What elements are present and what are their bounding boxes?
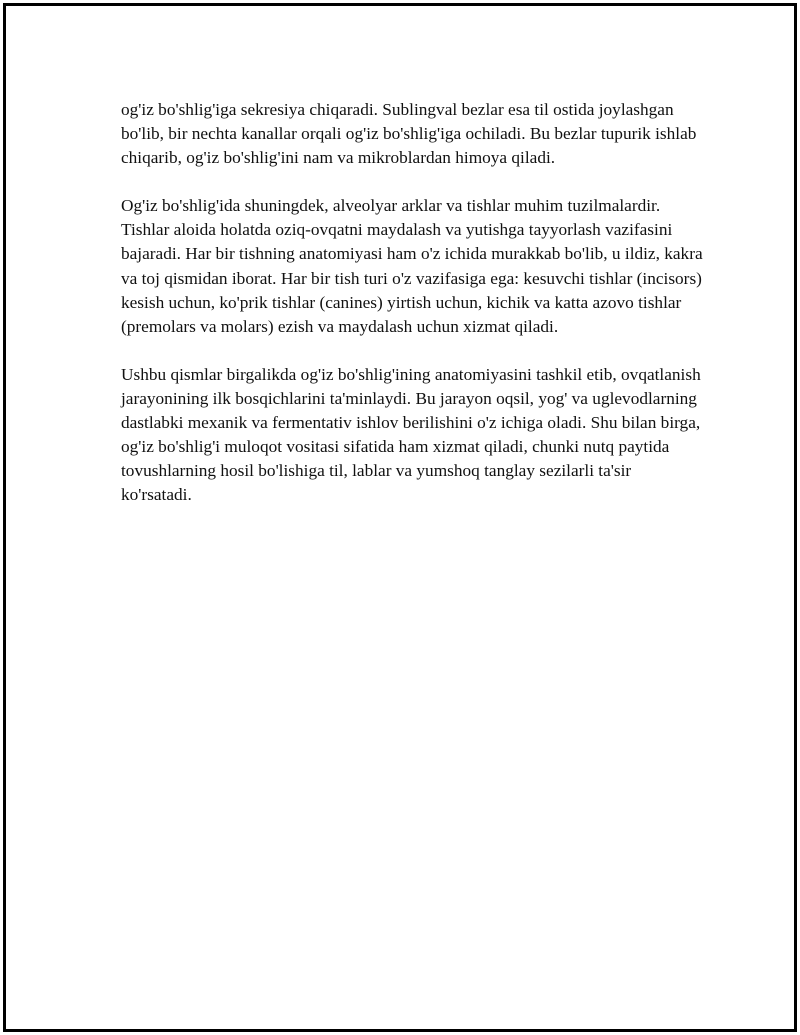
paragraph-salivary-glands: og'iz bo'shlig'iga sekresiya chiqaradi. Sublingval bezlar esa til ostida joylashgan bo'lib, bir nechta kanallar orqali og'iz bo'shlig'iga ochiladi. Bu bezlar tupurik ishlab chiqarib, og'iz bo'shlig'ini nam va mikroblardan himoya qiladi. [121,100,697,168]
page-frame [3,3,797,1032]
document-body [121,98,706,531]
paragraph-summary: Ushbu qismlar birgalikda og'iz bo'shlig'ining anatomiyasini tashkil etib, ovqatlanish jarayonining ilk bosqichlarini ta'minlaydi. Bu jarayon oqsil, yog' va uglevodlarning dastlabki mexanik va fermentativ ishlov berilishini o'z ichiga oladi. Shu bilan birga, og'iz bo'shlig'i muloqot vositasi sifatida ham xizmat qiladi, chunki nutq paytida tovushlarning hosil bo'lishiga til, lablar va yumshoq tanglay sezilarli ta'sir ko'rsatadi. [121,364,701,505]
paragraph-teeth: Og'iz bo'shlig'ida shuningdek, alveolyar arklar va tishlar muhim tuzilmalardir. Tishlar aloida holatda oziq-ovqatni maydalash va yutishga tayyorlash vazifasini bajaradi. Har bir tishning anatomiyasi ham o'z ichida murakkab bo'lib, u ildiz, kakra va toj qismidan iborat. Har bir tish turi o'z vazifasiga ega: kesuvchi tishlar (incisors) kesish uchun, ko'prik tishlar (canines) yirtish uchun, kichik va katta azovo tishlar (premolars va molars) ezish va maydalash uchun xizmat qiladi. [121,196,703,336]
